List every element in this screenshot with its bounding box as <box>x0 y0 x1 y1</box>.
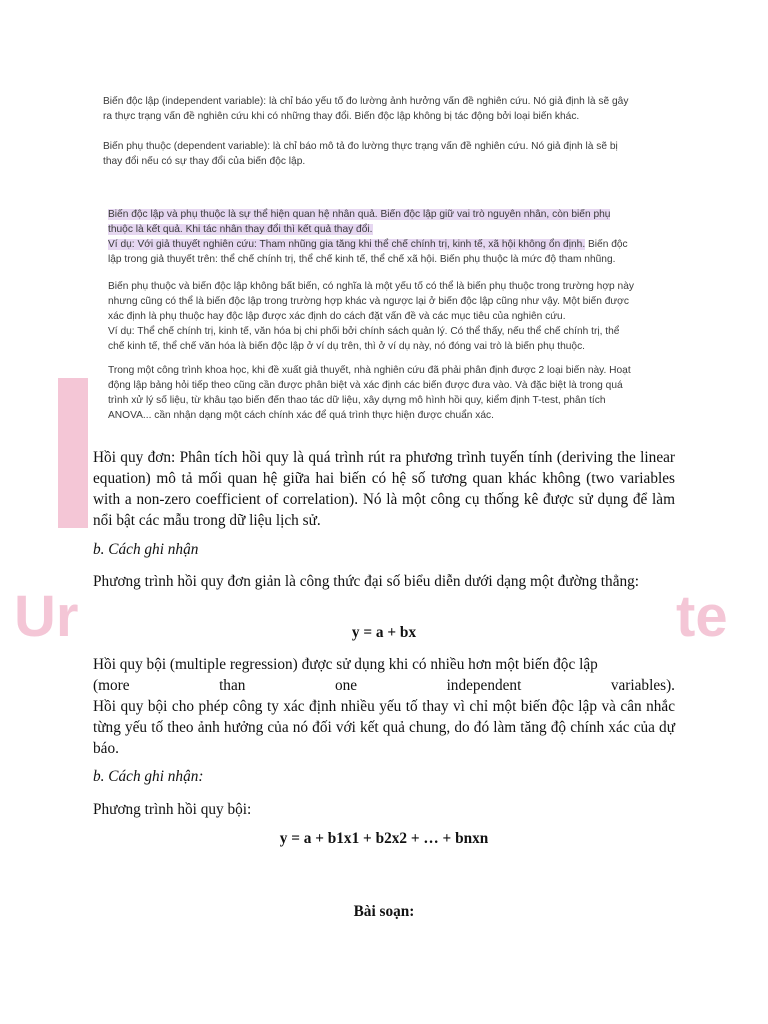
lesson-title: Bài soạn: <box>353 903 415 920</box>
shot-line: trình xử lý số liệu, từ khâu tạo biến đến thao tác dữ liệu, xây dựng mô hình hồi quy, kiểm định T-test, phân tích <box>108 395 606 406</box>
embedded-screenshot-text <box>103 139 683 169</box>
shot-line: lập trong giả thuyết trên: thể chế chính trị, thể chế kinh tế, thể chế xã hội. Biến phụ thuộc là mức độ tham nhũng. <box>108 254 616 265</box>
embedded-screenshot-text <box>108 363 686 423</box>
simple-regression-paragraph: Hồi quy đơn: Phân tích hồi quy là quá trình rút ra phương trình tuyến tính (deriving the linear equation) mô tả mối quan hệ giữa hai biến có hệ số tương quan khác không (two variables with a non-zero coefficient of correlation). Nó là một công cụ thống kê được sử dụng để làm nổi bật các mẫu trong dữ liệu lịch sử. <box>93 449 675 529</box>
embedded-screenshot-text <box>108 207 686 267</box>
shot-highlight: Ví dụ: Với giả thuyết nghiên cứu: Tham nhũng gia tăng khi thể chế chính trị, kinh tế, xã hội không ổn định. <box>108 239 586 250</box>
section-heading: b. Cách ghi nhận: <box>93 768 204 785</box>
simple-regression-formula: y = a + bx <box>351 624 417 641</box>
shot-line-highlighted: thuộc là kết quả. Khi tác nhân thay đổi thì kết quả thay đổi. <box>108 224 373 235</box>
multiple-regression-formula: y = a + b1x1 + b2x2 + … + bnxn <box>279 830 489 847</box>
shot-line: xác định là phụ thuộc hay độc lập được xác định do cách đặt vấn đề và các mục tiêu của nghiên cứu. <box>108 311 566 322</box>
section-heading: b. Cách ghi nhận <box>93 541 199 558</box>
simple-equation-intro: Phương trình hồi quy đơn giản là công thức đại số biểu diễn dưới dạng một đường thẳng: <box>93 573 640 590</box>
shot-line: Ví dụ: Thể chế chính trị, kinh tế, văn hóa bị chi phối bởi chính sách quản lý. Có thể thấy, nếu thể chế chính trị, thể <box>108 326 620 337</box>
shot-line: ANOVA... cần nhận dạng một cách chính xác để quá trình thực hiện được chuẩn xác. <box>108 410 494 421</box>
watermark-text-right: te <box>676 584 728 649</box>
shot-line: thay đổi nếu có sự thay đổi của biến độc lập. <box>103 156 306 167</box>
shot-line: Biến độc lập (independent variable): là chỉ báo yếu tố đo lường ảnh hưởng vấn đề nghiên cứu. Nó giả định là sẽ gây <box>103 96 629 107</box>
watermark-logo-bar <box>58 378 88 528</box>
multiple-line-1: Hồi quy bội (multiple regression) được sử dụng khi có nhiều hơn một biến độc lập <box>93 656 598 673</box>
shot-line: Biến phụ thuộc và biến độc lập không bất biến, có nghĩa là một yếu tố có thể là biến phụ thuộc trong trường hợp này <box>108 281 634 292</box>
multiple-line-2: (more than one independent variables). <box>93 677 675 694</box>
multiple-equation-intro: Phương trình hồi quy bội: <box>93 801 252 818</box>
multiple-rest: Hồi quy bội cho phép công ty xác định nhiều yếu tố thay vì chỉ một biến độc lập và cân nhắc từng yếu tố theo ảnh hưởng của nó đối với kết quả chung, do đó làm tăng độ chính xác của dự báo. <box>93 698 675 757</box>
shot-line: Ví dụ: Với giả thuyết nghiên cứu: Tham nhũng gia tăng khi thể chế chính trị, kinh tế, xã hội không ổn định. Biến độc <box>108 239 628 250</box>
shot-line: chế kinh tế, thể chế văn hóa là biến độc lập ở ví dụ trên, thì ở ví dụ này, nó đóng vai trò là biến phụ thuộc. <box>108 341 586 352</box>
shot-line: Biến phụ thuộc (dependent variable): là chỉ báo mô tả đo lường thực trạng vấn đề nghiên cứu. Nó giả định là sẽ bị <box>103 141 618 152</box>
shot-line: Trong một công trình khoa học, khi đề xuất giả thuyết, nhà nghiên cứu đã phải phân định được 2 loại biến này. Hoạt <box>108 365 631 376</box>
multiple-regression-paragraph <box>93 654 675 759</box>
shot-line-highlighted: Biến độc lập và phụ thuộc là sự thể hiện quan hệ nhân quả. Biến độc lập giữ vai trò nguyên nhân, còn biến phụ <box>108 209 611 220</box>
embedded-screenshot-text <box>108 279 686 354</box>
shot-line: nhưng cũng có thể là biến độc lập trong trường hợp khác và ngược lại ở biến độc lập cũng như vậy. Một biến được <box>108 296 629 307</box>
shot-line: động lập bảng hỏi tiếp theo cũng cần được phân biệt và xác định các biến được đưa vào. Và đặc biệt là trong quá <box>108 380 623 391</box>
shot-line: ra thực trạng vấn đề nghiên cứu khi có những thay đổi. Biến độc lập không bị tác động bởi loại biến khác. <box>103 111 580 122</box>
watermark-text-left: Ur <box>14 584 79 649</box>
embedded-screenshot-text <box>103 94 683 124</box>
